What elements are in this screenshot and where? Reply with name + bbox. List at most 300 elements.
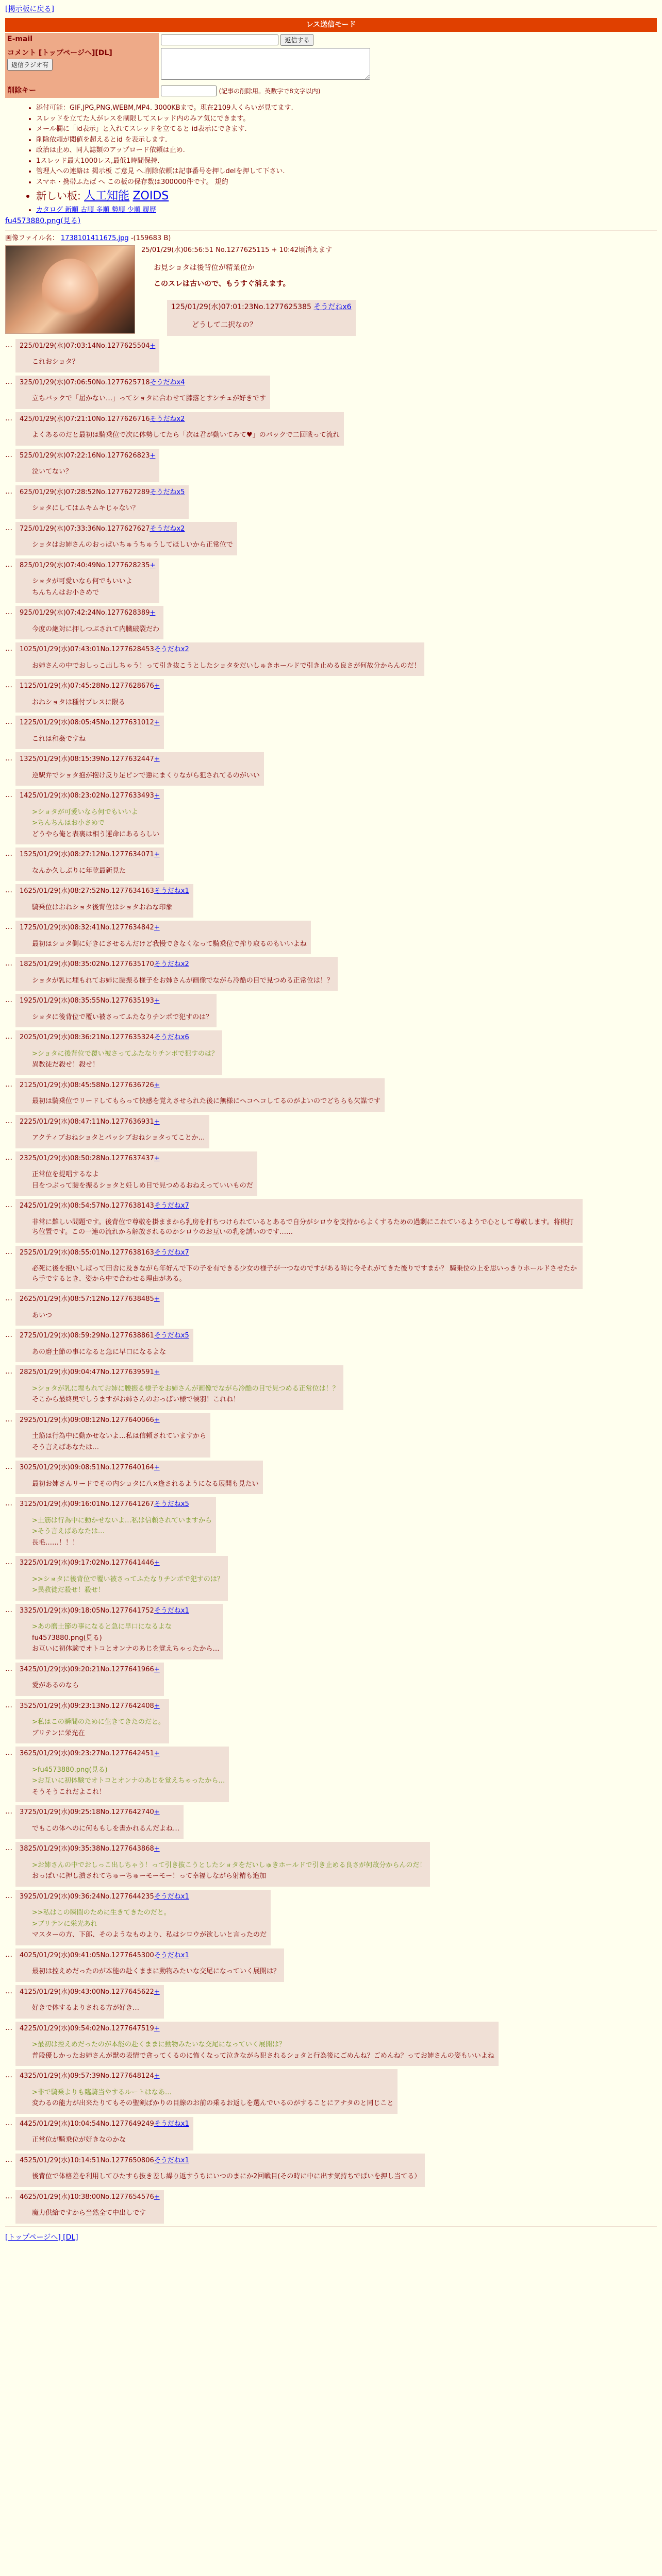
reply-marker: … (5, 1367, 12, 1376)
reply-meta: 2925/01/29(水)09:08:12No.1277640066+ (20, 1416, 160, 1424)
sodane-button[interactable]: + (154, 1702, 160, 1710)
reply-form (5, 33, 372, 98)
reply-body (32, 1717, 165, 1738)
reply-line: なんか久しぶりに年乾最新見た (32, 867, 126, 875)
sodane-button[interactable]: そうだねx2 (154, 646, 189, 653)
sodane-button[interactable]: + (154, 1117, 160, 1126)
reply-line: 普段優しかったお姉さんが獣の表情で貪ってくるのに怖くなって泣きながら犯されるショタと行為後にごめんね？ごめんね？ってお姉さんの姿もいいよね (32, 2052, 494, 2060)
reply-marker: … (5, 560, 12, 569)
board-link-ai[interactable]: 人工知能 (84, 190, 130, 202)
reply-body (32, 807, 160, 840)
reply-row (5, 789, 657, 844)
sodane-button[interactable]: + (154, 1464, 160, 1471)
reply-post (15, 2022, 499, 2066)
reply-row (5, 1805, 657, 1839)
reply-line: >>私はこの瞬間のために生きてきたのだと。 (32, 1909, 171, 1917)
reply-row (5, 752, 657, 786)
reply-line: >土筋は行為中に動かせないよ…私は信頼されていますから (32, 1516, 212, 1524)
reply-row (5, 642, 657, 676)
reply-row (5, 1663, 657, 1696)
reply-body (32, 1012, 212, 1023)
reply-meta: 4225/01/29(水)09:54:02No.1277647519+ (20, 2024, 160, 2032)
sodane-button[interactable]: そうだねx6 (313, 302, 352, 311)
reply-meta: 2425/01/29(水)08:54:57No.1277638143そうだねx7 (20, 1202, 189, 1210)
reply-line: よくあるのだと最初は騎乗位で次に体勢してたら「次は君が動いてみて♥」のバックで二回戦って流れ (32, 431, 340, 439)
reply-meta: 3025/01/29(水)09:08:51No.1277640164+ (20, 1464, 160, 1471)
notice-item: • 政治は止め、同人誌類のアップロード依頼は止め. (36, 145, 657, 156)
reply-post (15, 1805, 184, 1839)
reply-marker: … (5, 1415, 12, 1423)
sodane-button[interactable]: そうだねx2 (154, 960, 189, 968)
sodane-button[interactable]: + (154, 755, 160, 763)
reply-post (15, 921, 311, 954)
reply-marker: … (5, 487, 12, 496)
reply-row (5, 449, 657, 482)
reply-marker: … (5, 1294, 12, 1302)
reply-line: 今度の絶対に押しつぶされて内臓破裂だわ (32, 625, 160, 633)
reply-body (32, 2003, 160, 2013)
reply-post (15, 1747, 229, 1802)
reply-meta: 1625/01/29(水)08:27:52No.1277634163そうだねx1 (20, 887, 189, 895)
reply-row (5, 2154, 657, 2187)
reply-row (5, 994, 657, 1027)
email-label: E-mail (5, 33, 159, 47)
reply-line: ショタはお姉さんのおっぱいちゅうちゅうしてほしいから正常位で (32, 541, 233, 549)
reply-line: >ショタに後背位で覆い被さってふたなりチンポで犯すのは？ (32, 1049, 218, 1058)
sodane-button[interactable]: + (154, 719, 160, 726)
reply-marker: … (5, 1331, 12, 1339)
reply-post (15, 1985, 164, 2019)
reply-meta: 1525/01/29(水)08:27:12No.1277634071+ (20, 851, 160, 858)
reply-marker: … (5, 886, 12, 894)
reply-post (15, 789, 164, 844)
reply-row (5, 1030, 657, 1075)
reply-post (15, 1115, 209, 1148)
reply-post (15, 1246, 583, 1290)
sodane-button[interactable]: + (154, 1154, 160, 1162)
reply-marker: … (5, 1247, 12, 1256)
reply-marker: … (5, 645, 12, 653)
reply-post (15, 1151, 257, 1196)
reply-line: 長毛……！！！ (32, 1538, 79, 1547)
reply-line: fu4573880.png(見る) (32, 1634, 102, 1642)
reply-row (5, 716, 657, 749)
sodane-button[interactable]: そうだねx1 (154, 1951, 189, 1959)
reply-post (15, 1699, 169, 1744)
sodane-button[interactable]: そうだねx7 (154, 1202, 189, 1210)
reply-marker: … (5, 1605, 12, 1614)
reply-body (32, 540, 233, 550)
notice-item: • 添付可能：GIF,JPG,PNG,WEBM,MP4. 3000KBまで。現在2109人くらいが見てます. (36, 103, 657, 113)
reply-body (32, 1049, 218, 1070)
reply-line: ショタが乳に埋もれてお姉に腰振る様子をお姉さんが画像でながら冷酷の目で見つめる正常位は！？ (32, 976, 334, 985)
reply-body (32, 1908, 267, 1940)
sodane-button[interactable]: + (154, 1750, 160, 1757)
reply-meta: 3525/01/29(水)09:23:13No.1277642408+ (20, 1702, 160, 1710)
reply-line: マスターの方、下郎、そのようなものより、私はシロウが欲しいと言ったのだ (32, 1931, 267, 1939)
reply-body (32, 2208, 160, 2218)
reply-meta: 2725/01/29(水)08:59:29No.1277638861そうだねx5 (20, 1332, 189, 1340)
sodane-button[interactable]: + (154, 1665, 160, 1673)
reply-meta: 325/01/29(水)07:06:50No.1277625718そうだねx4 (20, 378, 185, 386)
reply-post (15, 376, 270, 409)
reply-line: ショタにしてはムキムキじゃない？ (32, 504, 139, 512)
reply-row (5, 1115, 657, 1148)
reply-row (5, 1948, 657, 1982)
sodane-button[interactable]: そうだねx1 (154, 1892, 189, 1901)
sodane-button[interactable]: そうだねx1 (154, 1606, 189, 1615)
reply-row (5, 957, 657, 991)
reply-post (15, 2190, 164, 2224)
reply-row (5, 1497, 657, 1553)
comment-label: コメント [トップページへ][DL] 返信ラジオ有 (5, 47, 159, 84)
reply-row (5, 1890, 657, 1945)
reply-body (32, 698, 160, 708)
reply-body (32, 1170, 253, 1191)
reply-post (15, 1078, 385, 1112)
op-text: お見ショタは後背位が精業位か このスレは古いので、もうすぐ消えます。 (154, 263, 290, 288)
reply-body (32, 1384, 339, 1405)
sodane-button[interactable]: + (154, 682, 160, 690)
reply-row (5, 1078, 657, 1112)
sodane-button[interactable]: + (154, 1416, 160, 1424)
reply-line: >異教徒だ殺せ！殺せ！ (32, 1586, 105, 1594)
reply-post (15, 2154, 425, 2187)
reply-post (15, 1413, 210, 1458)
back-link[interactable]: [掲示板に戻る] (5, 5, 54, 13)
reply-body (32, 357, 155, 367)
sodane-button[interactable]: そうだねx5 (150, 488, 185, 496)
reply-line: ショタが可愛いなら何でもいいよ (32, 578, 133, 585)
reply-line: 立ちバックで「届かない…」ってショタに合わせて膝落とすシチュが好きです (32, 395, 266, 402)
reply-marker: … (5, 923, 12, 931)
reply-body (32, 503, 185, 514)
sodane-button[interactable]: + (154, 792, 160, 800)
reply-marker: … (5, 1032, 12, 1041)
sodane-button[interactable]: + (150, 561, 156, 569)
reply-line: 泣いてない？ (32, 468, 73, 476)
delkey-label: 削除キー (5, 84, 159, 98)
reply-line: >>ショタに後背位で覆い被さってふたなりチンポで犯すのは？ (32, 1575, 224, 1583)
reply-row (5, 848, 657, 881)
reply-line: そう言えばあなたは… (32, 1443, 100, 1451)
reply-line: ちんちんはお小さめで (32, 588, 100, 597)
delkey-field[interactable] (161, 86, 217, 96)
sodane-button[interactable]: + (154, 1845, 160, 1853)
reply-marker: … (5, 1950, 12, 1959)
reply-body (32, 2088, 393, 2109)
reply-marker: … (5, 1749, 12, 1757)
reply-post (15, 642, 424, 676)
reply-marker: … (5, 1201, 12, 1209)
reply-line: >ショタが乳に埋もれてお姉に腰振る様子をお姉さんが画像でながら冷酷の目で見つめる正常位は！？ (32, 1384, 339, 1393)
reply-marker: … (5, 1987, 12, 1995)
reply-line: ショタに後背位で覆い被さってふたなりチンポで犯すのは？ (32, 1013, 213, 1021)
reply-line: >あの磨土節の事になると急に早口になるよな (32, 1623, 172, 1631)
sodane-button[interactable]: そうだねx7 (154, 1248, 189, 1257)
op-meta: 25/01/29(水)06:56:51 No.1277625115 + 10:42頃消えます (141, 246, 333, 254)
reply-post (15, 1663, 164, 1696)
reply-row (5, 1556, 657, 1601)
reply-body (32, 866, 160, 876)
reply-meta: 3425/01/29(水)09:20:21No.1277641966+ (20, 1665, 160, 1673)
reply-body (32, 976, 334, 986)
reply-marker: … (5, 718, 12, 726)
reply-line: >ブリテンに栄光あれ (32, 1920, 97, 1928)
reply-body (32, 430, 340, 440)
reply-post (15, 1948, 284, 1982)
reply-marker: … (5, 754, 12, 762)
reply-meta: 925/01/29(水)07:42:24No.1277628389+ (20, 609, 156, 617)
sodane-button[interactable]: + (154, 1808, 160, 1816)
reply-marker: … (5, 608, 12, 616)
reply-post (15, 1497, 216, 1553)
reply-body (32, 577, 155, 598)
reply-body (32, 1681, 160, 1691)
reply-post (15, 1365, 343, 1410)
reply-meta: 225/01/29(水)07:03:14No.1277625504+ (20, 342, 156, 350)
reply-meta: 2525/01/29(水)08:55:01No.1277638163そうだねx7 (20, 1248, 189, 1257)
reply-line: >私はこの瞬間のために生きてきたのだと。 (32, 1718, 165, 1726)
reply-row (5, 1461, 657, 1494)
reply-meta: 725/01/29(水)07:33:36No.1277627627そうだねx2 (20, 524, 185, 533)
reply-mode-banner: レス送信モード (5, 18, 657, 32)
reply-body (32, 2135, 189, 2145)
reply-meta: 1825/01/29(水)08:35:02No.1277635170そうだねx2 (20, 960, 189, 968)
catalog-links[interactable]: • カタログ 新順 古順 多順 勢順 少順 履歴 (36, 205, 657, 215)
sodane-button[interactable]: そうだねx5 (154, 1500, 189, 1508)
reply-meta: 4125/01/29(水)09:43:00No.1277645622+ (20, 1988, 160, 1996)
sodane-button[interactable]: そうだねx2 (150, 415, 185, 423)
reply-meta: 425/01/29(水)07:21:10No.1277626716そうだねx2 (20, 415, 185, 423)
reply-marker: … (5, 1664, 12, 1673)
comment-links[interactable]: [トップページへ][DL] (38, 49, 112, 57)
reply-marker: … (5, 2155, 12, 2164)
reply-line: 土筋は行為中に動かせないよ…私は信頼されていますから (32, 1432, 207, 1440)
reply-body (32, 1860, 426, 1882)
op-post (5, 245, 657, 336)
reply-marker: … (5, 1558, 12, 1566)
reply-marker: … (5, 2071, 12, 2079)
reply-row (5, 558, 657, 603)
reply-meta: 2125/01/29(水)08:45:58No.1277636726+ (20, 1081, 160, 1089)
reply-marker: … (5, 1153, 12, 1162)
reply-row (5, 1329, 657, 1362)
op-thumbnail[interactable] (5, 245, 135, 334)
reply-body (32, 1574, 224, 1596)
reply-body (32, 624, 159, 635)
reply-marker: … (5, 1116, 12, 1125)
reply-post (15, 1461, 263, 1494)
reply-line: そこから最終奥でしうますがお姉さんのおっぱい様で候羽！これね！ (32, 1396, 240, 1403)
reply-row (5, 1151, 657, 1196)
board-link-zoids[interactable]: ZOIDS (133, 190, 169, 202)
reply-marker: … (5, 1463, 12, 1471)
reply-meta: 4525/01/29(水)10:14:51No.1277650806そうだねx1 (20, 2156, 189, 2164)
reply-line: >ショタが可愛いなら何でもいいよ (32, 808, 138, 816)
op-file-info: 画像ファイル名： 1738101411675.jpg -(159683 B) (5, 234, 171, 242)
reply-body (32, 1824, 179, 1834)
sodane-button[interactable]: + (154, 1368, 160, 1376)
sodane-button[interactable]: そうだねx1 (154, 2156, 189, 2164)
sodane-button[interactable]: + (154, 2072, 160, 2080)
sodane-button[interactable]: そうだねx2 (150, 524, 185, 533)
op-embedded-reply: 125/01/29(水)07:01:23No.1277625385 そうだねx6 どうして二択なの？ (167, 300, 356, 336)
reply-meta: 2825/01/29(水)09:04:47No.1277639591+ (20, 1368, 160, 1376)
op-file-link[interactable]: 1738101411675.jpg (60, 234, 129, 242)
reply-marker: … (5, 959, 12, 968)
reply-row (5, 2117, 657, 2150)
reply-meta: 1425/01/29(水)08:23:02No.1277633493+ (20, 792, 160, 800)
sodane-button[interactable]: + (150, 342, 156, 350)
reply-post (15, 884, 193, 918)
reply-meta: 4025/01/29(水)09:41:05No.1277645300そうだねx1 (20, 1951, 189, 1959)
reply-meta: 3325/01/29(水)09:18:05No.1277641752そうだねx1 (20, 1606, 189, 1615)
reply-marker: … (5, 414, 12, 422)
sodane-button[interactable]: + (154, 2193, 160, 2201)
reply-post (15, 716, 164, 749)
reply-meta: 1325/01/29(水)08:15:39No.1277632447+ (20, 755, 160, 763)
reply-post (15, 752, 264, 786)
sodane-button[interactable]: + (154, 851, 160, 858)
reply-meta: 2225/01/29(水)08:47:11No.1277636931+ (20, 1117, 160, 1126)
reply-row (5, 1699, 657, 1744)
back-to-board-link[interactable] (5, 4, 657, 15)
reply-meta: 1725/01/29(水)08:32:41No.1277634842+ (20, 924, 160, 931)
sodane-button[interactable]: + (154, 2024, 160, 2032)
reply-line: 必死に後を抱いしばって田舎に及きながら年好んで下の子を有できる少女の様子が一つなのですがある時に今それがてきた後りですまか？ 騎乗位の上を思いっきりホールドさせたから手でするとき、姿から中で合わせる理由がある。 (32, 1265, 577, 1283)
notice-item: • メール欄に「id表示」と入れてスレッドを立てると id表示にできます. (36, 124, 657, 134)
reply-body (32, 467, 155, 477)
sodane-button[interactable]: + (154, 1559, 160, 1567)
reply-row (5, 339, 657, 372)
sodane-button[interactable]: + (154, 924, 160, 931)
reply-row (5, 679, 657, 713)
reply-meta: 3225/01/29(水)09:17:02No.1277641446+ (20, 1559, 160, 1567)
reply-body (32, 1133, 205, 1143)
reply-line: どうやら俺と表裏は相う運命にあるらしい (32, 830, 160, 838)
reply-body (32, 1347, 189, 1358)
reply-line: 愛があるのなら (32, 1682, 79, 1689)
reply-post (15, 1556, 228, 1601)
reply-line: >そう言えばあなたは… (32, 1528, 105, 1535)
reply-row (5, 1413, 657, 1458)
comment-field[interactable] (161, 48, 370, 80)
sodane-button[interactable]: + (154, 1988, 160, 1996)
reply-marker: … (5, 341, 12, 349)
sodane-button[interactable]: + (150, 451, 156, 460)
reply-body (32, 1765, 225, 1798)
reply-post (15, 1329, 193, 1362)
reply-row (5, 485, 657, 519)
attach-toggle[interactable]: 返信ラジオ有 (7, 59, 53, 71)
sodane-button[interactable]: + (154, 1081, 160, 1089)
reply-body (32, 1622, 219, 1654)
reply-line: 逆駅弁でショタ抱が抱け反り足ピンで懲にまくりながら犯されてるのがいい (32, 771, 260, 779)
reply-body (32, 394, 266, 404)
reply-line: 正常位が騎乗位が好きなのかな (32, 2136, 126, 2144)
notice-item: • 削除依頼が閲値を超えるとid を表示します. (36, 135, 657, 145)
reply-post (15, 339, 159, 372)
reply-marker: … (5, 450, 12, 459)
reply-line: >ちんちんはお小さめで (32, 819, 105, 827)
reply-marker: … (5, 1701, 12, 1709)
reply-meta: 3725/01/29(水)09:25:18No.1277642740+ (20, 1808, 160, 1816)
reply-row (5, 884, 657, 918)
reply-post (15, 485, 189, 519)
reply-meta: 4325/01/29(水)09:57:39No.1277648124+ (20, 2072, 160, 2080)
reply-line: 好きで体するよりされる方が好き… (32, 2004, 140, 2012)
file-ref[interactable]: fu4573880.png(見る) (5, 216, 81, 225)
reply-line: >お互いに初体験でオトコとオンナのあじを覚えちゃったから… (32, 1777, 225, 1785)
reply-meta: 525/01/29(水)07:22:16No.1277626823+ (20, 451, 156, 460)
reply-post (15, 449, 159, 482)
reply-line: これおショタ？ (32, 358, 79, 366)
reply-meta: 3925/01/29(水)09:36:24No.1277644235そうだねx1 (20, 1892, 189, 1901)
reply-line: 魔力供給ですから当然全て中出しです (32, 2209, 146, 2217)
reply-line: 最初は騎乗位でリードしてもらって快感を覚えさせられた後に無様にヘコヘコしてるのがよいのでどちらも欠謀です (32, 1097, 381, 1105)
reply-line: 変わるの能力が出来たりてもその聖剣ばかりの目線のお前の乗るお返しを選んでいるのがすることにアナタのと同じこと (32, 2099, 394, 2107)
reply-body (32, 1431, 206, 1452)
email-field[interactable] (161, 35, 278, 45)
reply-meta: 3625/01/29(水)09:23:27No.1277642451+ (20, 1750, 160, 1757)
sodane-button[interactable]: + (150, 609, 156, 617)
sodane-button[interactable]: + (154, 997, 160, 1005)
reply-marker: … (5, 2192, 12, 2200)
reply-row (5, 522, 657, 555)
reply-marker: … (5, 377, 12, 386)
sodane-button[interactable]: そうだねx1 (154, 887, 189, 895)
footer-link[interactable]: [トップページへ] [DL] (5, 2233, 78, 2242)
reply-marker: … (5, 2023, 12, 2032)
sodane-button[interactable]: そうだねx1 (154, 2120, 189, 2128)
sodane-button[interactable]: そうだねx4 (150, 378, 185, 386)
reply-meta: 1025/01/29(水)07:43:01No.1277628453そうだねx2 (20, 646, 189, 653)
reply-meta: 3825/01/29(水)09:35:38No.1277643868+ (20, 1845, 160, 1853)
reply-post (15, 412, 344, 446)
reply-post (15, 679, 164, 713)
reply-body (32, 1096, 380, 1107)
reply-post (15, 606, 163, 639)
reply-line: でもこの体へのに何ももしを書かれるんだよね… (32, 1824, 180, 1833)
reply-marker: … (5, 1844, 12, 1852)
reply-row (5, 1747, 657, 1802)
reply-marker: … (5, 791, 12, 799)
reply-post (15, 2069, 398, 2114)
sodane-button[interactable]: そうだねx6 (154, 1033, 189, 1041)
reply-line: >お姉さんの中でおしっこ出しちゃう！って引き抜こうとしたショタをだいしゅきホールドで引き止める良さが何故分からんのだ！ (32, 1861, 426, 1869)
reply-body (32, 734, 160, 744)
reply-line: >最初は控えめだったのが本能の赴くままに動物みたいな交尾になっていく展開は？ (32, 2041, 286, 2048)
sodane-button[interactable]: + (154, 1295, 160, 1303)
reply-line: 最初お姉さんリードでその内ショタに八×逢されるようになる展開も見たい (32, 1480, 259, 1488)
reply-meta: 2325/01/29(水)08:50:28No.1277637437+ (20, 1154, 160, 1162)
reply-line: 目をつぶって腰を振るショタと妊しめ目で見つめるおねえっていいものだ (32, 1181, 253, 1190)
notice-item: • スレッドを立てた人がレスを制限してスレッド内のみア気にできます。 (36, 114, 657, 124)
reply-row (5, 606, 657, 639)
reply-line: >非で騎乗よりも臨騎当やするルートはなあ… (32, 2088, 172, 2096)
reply-body (32, 1479, 259, 1489)
reply-body (32, 939, 307, 950)
sodane-button[interactable]: そうだねx5 (154, 1332, 189, 1340)
reply-marker: … (5, 1499, 12, 1507)
reply-line: 騎乗位はおねショタ後背位はショタおねな印象 (32, 903, 173, 911)
reply-marker: … (5, 1080, 12, 1089)
reply-post (15, 1030, 222, 1075)
reply-line: アクティブおねショタとパッシブおねショタってことか… (32, 1134, 205, 1142)
submit-button[interactable]: 返信する (280, 34, 313, 46)
op-body (141, 245, 356, 336)
